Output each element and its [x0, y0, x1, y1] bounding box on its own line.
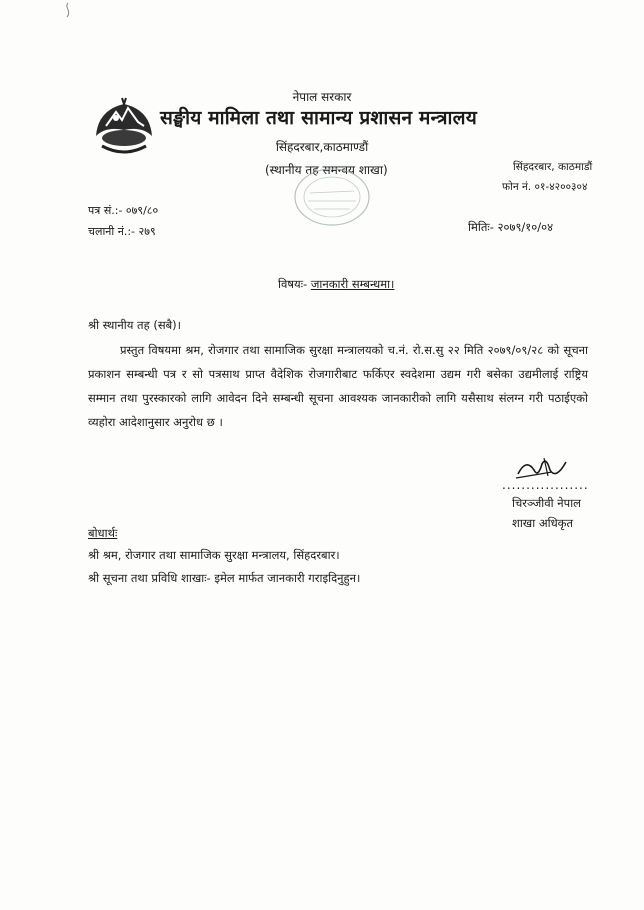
branch-name: (स्थानीय तह समन्वय शाखा): [265, 163, 388, 177]
corner-mark: [62, 2, 74, 18]
cc-item: श्री श्रम, रोजगार तथा सामाजिक सुरक्षा मन्त्रालय, सिंहदरबार।: [88, 548, 340, 562]
cc-label: बोधार्थः: [88, 526, 118, 540]
cc-item: श्री सूचना तथा प्रविधि शाखाः- इमेल मार्फत जानकारी गराइदिनुहुन।: [88, 571, 361, 585]
office-stamp: [292, 165, 372, 229]
office-address: सिंहदरबार,काठमाण्डौं: [275, 140, 369, 154]
subject-line: [278, 277, 394, 292]
signatory-name: चिरञ्जीवी नेपाल: [512, 496, 581, 510]
ministry-name: सङ्घीय मामिला तथा सामान्य प्रशासन मन्त्रालय: [160, 107, 477, 129]
body-paragraph: प्रस्तुत विषयमा श्रम, रोजगार तथा सामाजिक सुरक्षा मन्त्रालयको च.नं. रो.स.सु २२ मिति २०७९/०९/२८ को सूचना प्रकाशन सम्बन्धी पत्र र सो पत्रसाथ प्राप्त वैदेशिक रोजगारीबाट फर्किएर स्वदेशमा उद्यम गरी बसेका उद्यमीलाई राष्ट्रिय सम्मान तथा पुरस्कारको लागि आवेदन दिने सम्बन्धी सूचना आवश्यक जानकारीको लागि यसैसाथ संलग्न गरी पठाईएको व्यहोरा आदेशानुसार अनुरोध छ ।: [88, 343, 588, 429]
letter-date: मितिः- २०७९/१०/०४: [468, 220, 554, 234]
dispatch-number: चलानी नं.:- २७९: [88, 225, 156, 238]
phone-number: फोन नं. ०१-४२००३०४: [502, 181, 588, 193]
reference-number: पत्र सं.:- ०७९/८०: [88, 204, 159, 217]
signature-dots: ..................: [502, 478, 589, 492]
signatory-designation: शाखा अधिकृत: [512, 516, 574, 530]
right-address: सिंहदरबार, काठमाडौं: [513, 161, 593, 173]
subject-text: जानकारी सम्बन्धमा।: [310, 277, 395, 291]
government-name: नेपाल सरकार: [292, 90, 352, 104]
subject-label: विषयः-: [278, 277, 308, 291]
recipient: श्री स्थानीय तह (सबै)।: [88, 318, 182, 332]
